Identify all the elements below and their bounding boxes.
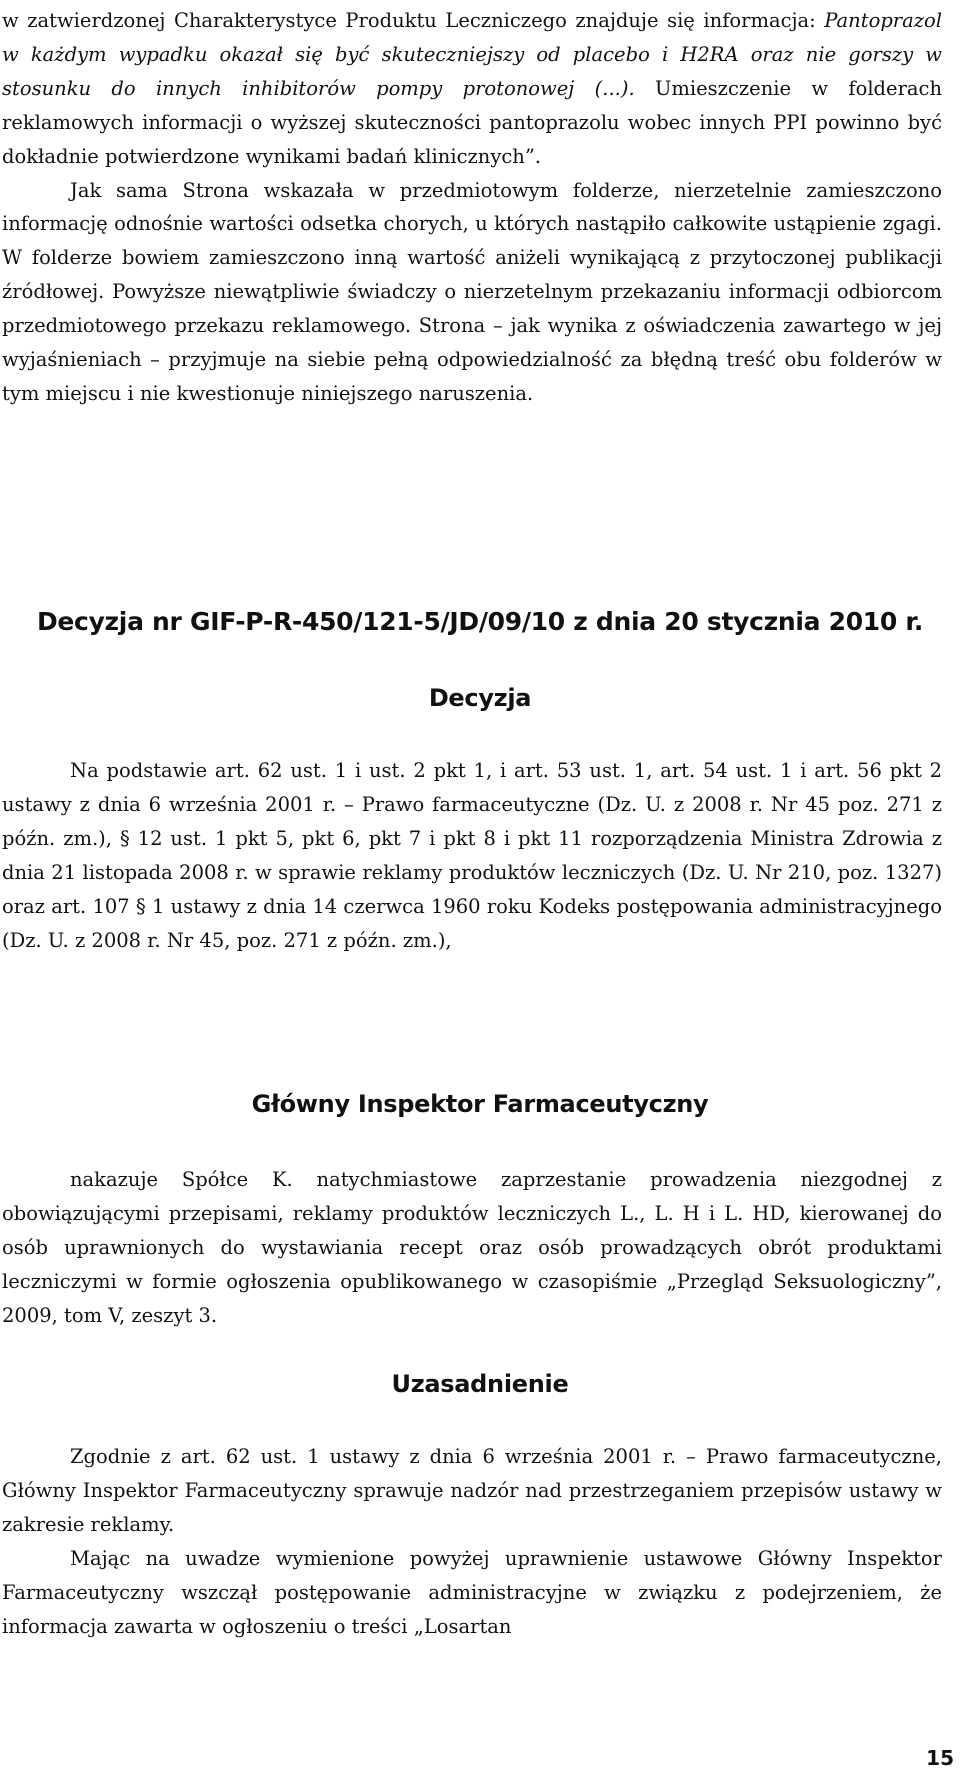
legal-basis-paragraph: Na podstawie art. 62 ust. 1 i ust. 2 pkt 1, i art. 53 ust. 1, art. 54 ust. 1 i art. 56 pkt 2 ustawy z dnia 6 września 2001 r. – Prawo farmaceutyczne (Dz. U. z 2008 r. Nr 45 poz. 271 z późn. zm.), § 12 ust. 1 pkt 5, pkt 6, pkt 7 i pkt 8 i pkt 11 rozporządzenia Ministra Zdrowia z dnia 21 listopada 2008 r. w sprawie reklamy produktów leczniczych (Dz. U. Nr 210, poz. 1327) oraz art. 107 § 1 ustawy z dnia 14 czerwca 1960 roku Kodeks postępowania administracyjnego (Dz. U. z 2008 r. Nr 45, poz. 271 z późn. zm.),	[2, 759, 942, 952]
page-number: 15	[926, 1746, 954, 1770]
intro-section	[0, 4, 950, 411]
decision-subtitle: Decyzja	[428, 684, 532, 712]
intro-italic-quote: Pantoprazol w każdym wypadku okazał się być skuteczniejszy od placebo i H2RA oraz nie gorszy w stosunku do innych inhibitorów pompy protonowej (...).	[2, 9, 942, 100]
justification-section	[0, 1440, 950, 1643]
decision-title: Decyzja nr GIF-P-R-450/121-5/JD/09/10 z dnia 20 stycznia 2010 r.	[36, 607, 924, 636]
order-section	[0, 1163, 950, 1333]
intro-text-after-quote: Umieszczenie w folderach reklamowych informacji o wyższej skuteczności pantoprazolu wobec innych PPI powinno być dokładnie potwierdzone wynikami badań klinicznych”.	[2, 76, 943, 168]
justification-paragraph-2: Mając na uwadze wymienione powyżej uprawnienie ustawowe Główny Inspektor Farmaceutyczny wszczął postępowanie administracyjne w związku z podejrzeniem, że informacja zawarta w ogłoszeniu o treści „Losartan	[2, 1546, 942, 1638]
justification-heading: Uzasadnienie	[391, 1370, 569, 1398]
order-paragraph: nakazuje Spółce K. natychmiastowe zaprzestanie prowadzenia niezgodnej z obowiązującymi przepisami, reklamy produktów leczniczych L., L. H i L. HD, kierowanej do osób uprawnionych do wystawiania recept oraz osób prowadzących obrót produktami leczniczymi w formie ogłoszenia opublikowanego w czasopiśmie „Przegląd Seksuologiczny”, 2009, tom V, zeszyt 3.	[2, 1168, 942, 1327]
authority-heading: Główny Inspektor Farmaceutyczny	[251, 1090, 709, 1118]
intro-paragraph-1	[0, 4, 950, 174]
intro-text-before-quote: w zatwierdzonej Charakterystyce Produktu Leczniczego znajduje się informacja:	[2, 9, 825, 32]
legal-basis-section	[0, 754, 950, 957]
justification-paragraph-1: Zgodnie z art. 62 ust. 1 ustawy z dnia 6 września 2001 r. – Prawo farmaceutyczne, Główny Inspektor Farmaceutyczny sprawuje nadzór nad przestrzeganiem przepisów ustawy w zakresie reklamy.	[2, 1445, 942, 1536]
intro-paragraph-2: Jak sama Strona wskazała w przedmiotowym folderze, nierzetelnie zamieszczono informację odnośnie wartości odsetka chorych, u których nastąpiło całkowite ustąpienie zgagi. W folderze bowiem zamieszczono inną wartość aniżeli wynikającą z przytoczonej publikacji źródłowej. Powyższe niewątpliwie świadczy o nierzetelnym przekazaniu informacji odbiorcom przedmiotowego przekazu reklamowego. Strona – jak wynika z oświadczenia zawartego w jej wyjaśnieniach – przyjmuje na siebie pełną odpowiedzialność za błędną treść obu folderów w tym miejscu i nie kwestionuje niniejszego naruszenia.	[2, 178, 942, 405]
